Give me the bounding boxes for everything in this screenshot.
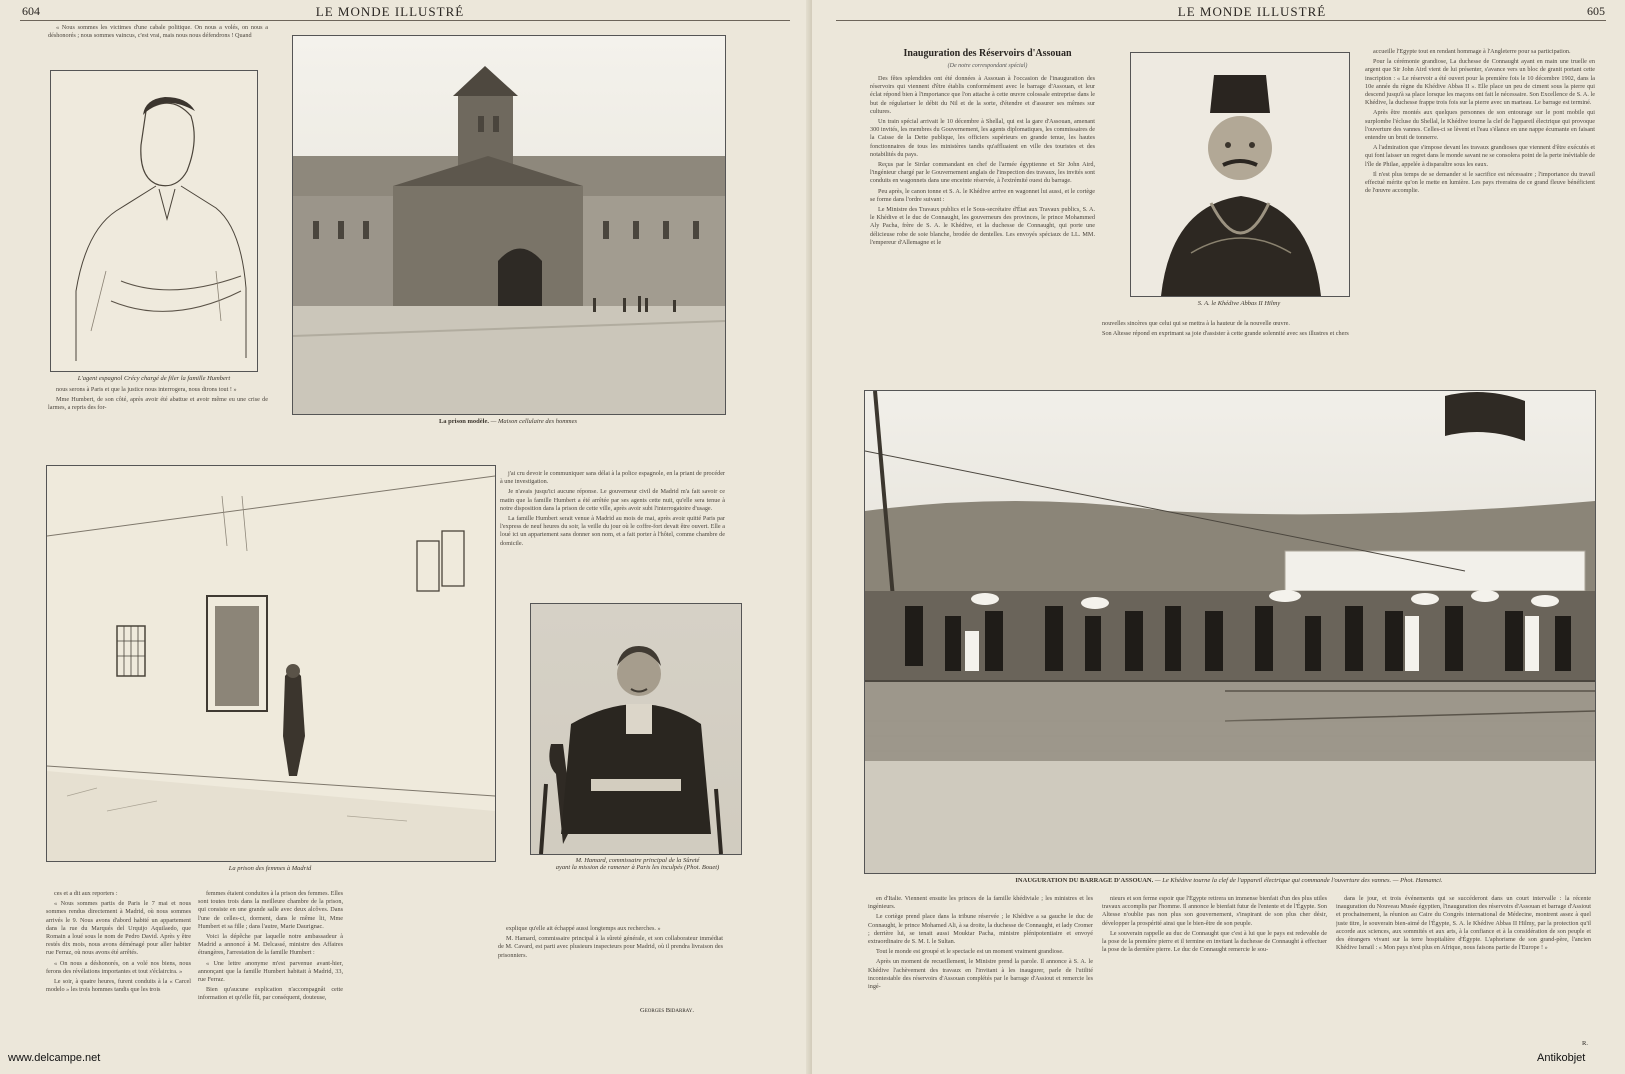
header-rule-left: [20, 20, 790, 21]
paragraph: Le Ministre des Travaux publics et le Sous-secrétaire d'État aux Travaux publics, S. A. le Khédive et le duc de Connaught, les gouverneurs des provinces, le prince Mohammed Aly Pacha, frère de S. A. le Khédive, et la duchesse de Connaught, qui porte une délicieuse robe de soie blanche, brodée de dentelles. Les envoyés spéciaux de LL. MM. l'empereur d'Allemagne et le: [870, 206, 1095, 246]
watermark-right: Antikobjet: [1537, 1052, 1586, 1064]
caption-agent: L'agent espagnol Crécy chargé de filer la famille Humbert: [77, 375, 231, 382]
paragraph: Le souverain rappelle au duc de Connaught que c'est à lui que le pays est redevable de la pose de la première pierre et il termine en invitant la duchesse de Connaught à effectuer la pose de la dernière pierre. Le duc de Connaught remercie le sou-: [1102, 929, 1327, 954]
paragraph: Un train spécial arrivait le 10 décembre à Shellal, qui est la gare d'Assouan, amenant 300 invités, les membres du Gouvernement, les agents diplomatiques, les commissaires de la Caisse de la Dette publique, les officiers supérieurs en grande tenue, les hautes fonctionnaires de tous les ministères tandis qu'affluaient en ville des touristes et des notabilités du pays.: [870, 118, 1095, 158]
article-column-r-a: Des fêtes splendides ont été données à Assouan à l'occasion de l'inauguration des réservoirs qui viennent d'être établis conformément avec le barrage d'Assouan, et leur éclat répond bien à l'importance que l'on attache à cette œuvre colossale entreprise dans le but de régulariser le débit du Nil et de la sorte, d'étendre et d'assurer ses mêmes sur cultures. Un train spécial arrivait le 10 décembre à Shellal, qui est la gare d'Assouan, amenant 300 invités, les membres du Gouvernement, les agents diplomatiques, les commissaires de la Caisse de la Dette publique, les officiers supérieurs en grande tenue, les hautes fonctionnaires de tous les ministères tandis qu'affluaient en ville des touristes et des notabilités du pays. Reçus par le Sirdar commandant en chef de l'armée égyptienne et Sir John Aird, l'ingénieur chargé par le Gouvernement anglais de l'inspection des travaux, les invités sont conduits en wagonnets dans une enceinte réservée, à l'extrémité ouest du barrage. Peu après, le canon tonne et S. A. le Khédive arrive en wagonnet lui aussi, et le cortège se forme dans l'ordre suivant : Le Ministre des Travaux publics et le Sous-secrétaire d'État aux Travaux publics, S. A. le Khédive et le duc de Connaught, les gouverneurs des provinces, le prince Mohammed Aly Pacha, frère de S. A. le Khédive, et la duchesse de Connaught, qui porte une délicieuse robe de soie blanche, brodée de dentelles. Les envoyés spéciaux de LL. MM. l'empereur d'Allemagne et le: [870, 75, 1095, 246]
right-page: [812, 0, 1625, 1074]
left-page-header: LE MONDE ILLUSTRÉ: [315, 4, 465, 19]
article-column-r-f: dans le jour, et trois événements qui se succéderont dans un court intervalle : la récente inauguration du Nouveau Musée égyptien, l'inauguration des réservoirs d'Assouan et barrage d'Assiout et prochainement, la réunion au Caire du Congrès international de Médecine, montrent assez à quel juste titre, le souverain bien-aimé de l'Égypte, S. A. le Khédive Abbas II Hilmy, par la protection qu'il accorde aux sciences, aux sommités et aux arts, à la confiance et à la considération de son peuple et des étrangers vivant sur la terre hospitalière d'Égypte. L'aphorisme de son grand-père, l'ancien Khédive Ismaïl : « Mon pays n'est plus en Afrique, nous faisons partie de l'Europe ! »: [1336, 895, 1591, 952]
paragraph: A l'admiration que s'impose devant les travaux grandioses que viennent d'être exécutés et qui font laisser un regret dans le monde savant ne se consolera point de la perte inévitable de l'île de Philae, appelée à disparaître sous les eaux.: [1365, 144, 1595, 168]
paragraph: Voici la dépêche par laquelle notre ambassadeur à Madrid a annoncé à M. Delcassé, ministre des Affaires étrangères, l'arrestation de la famille Humbert :: [198, 933, 343, 957]
paragraph: Après un moment de recueillement, le Ministre prend la parole. Il annonce à S. A. le Khédive l'achèvement des travaux en l'invitant à les inaugurer, parle de l'utilité incontestable des réservoirs d'Assouan complétés par le barrage d'Assiout et remercie les ingé-: [868, 958, 1093, 991]
women-prison-sketch: [46, 465, 496, 862]
paragraph: « On nous a déshonorés, on a volé nos biens, nous ferons des révélations importantes et tout s'éclaircira. »: [46, 959, 191, 975]
page-number-left: 604: [22, 4, 40, 18]
caption-khedive: S. A. le Khédive Abbas II Hilmy: [1197, 300, 1281, 307]
hamard-portrait-photo: [530, 603, 742, 855]
paragraph: Peu après, le canon tonne et S. A. le Khédive arrive en wagonnet lui aussi, et le cortège se forme dans l'ordre suivant :: [870, 187, 1095, 203]
paragraph: Mme Humbert, de son côté, après avoir été abattue et avoir même eu une crise de larmes, a repris des for-: [48, 396, 268, 412]
article-column-a: nous serons à Paris et que la justice nous interrogera, nous dirons tout ! » Mme Humbert, de son côté, après avoir été abattue et avoir même eu une crise de larmes, a repris des for-: [48, 386, 268, 412]
paragraph: M. Hamard, commissaire principal à la sûreté générale, et son collaborateur immédiat de M. Cavard, est parti avec plusieurs inspecteurs pour Madrid, où il prendra livraison des prisonniers.: [498, 935, 723, 959]
khedive-portrait-photo: [1130, 52, 1350, 297]
paragraph: Après être montés aux quelques personnes de son entourage sur le pont mobile qui surplombe l'écluse du Shellal, le Khédive tourne la clef de l'appareil électrique qui provoque l'ouverture des vannes. Celles-ci se lèvent et l'eau s'élance en une nappe écumante en faisant entendre un bruit de tonnerre.: [1365, 109, 1595, 142]
signature-right: R.: [1582, 1040, 1588, 1047]
intro-text: « Nous sommes les victimes d'une cabale politique. On nous a volés, on nous a déshonorés ; nous sommes vaincus, c'est vrai, mais nous nous défendrons ! Quand: [48, 24, 268, 40]
caption-women-prison: La prison des femmes à Madrid: [228, 865, 312, 872]
paragraph: Bien qu'aucune explication n'accompagnât cette information et qu'elle fût, par conséquent, douteuse,: [198, 986, 343, 1002]
article-column-r-e: nieurs et son ferme espoir que l'Égypte retirera un immense bienfait d'un des plus utiles travaux accomplis par l'homme. Il annonce le bienfait futur de l'entente et de l'Égypte. Son Altesse n'oublie pas non plus son gouvernement, s'inspirant de son plus cher désir, développer la prospérité ainsi que le bien-être de son peuple. Le souverain rappelle au duc de Connaught que c'est à lui que le pays est redevable de la pose de la première pierre et il termine en invitant la duchesse de Connaught à effectuer la pose de la dernière pierre. Le duc de Connaught remercie le sou-: [1102, 895, 1327, 954]
article-column-r-c: nouvelles sincères que celui qui se mettra à la hauteur de la nouvelle œuvre. Son Altesse répond en exprimant sa joie d'assister à cette grande solennité avec ses illustres et chers: [1094, 320, 1359, 390]
paragraph: La famille Humbert serait venue à Madrid au mois de mai, après avoir quitté Paris par l'express de neuf heures du soir, la veille du jour où le coffre-fort devait être ouvert. Elle a loué ici un appartement sans donner son nom, et a fait porter à l'hôtel, comme chambre de domicile.: [500, 515, 725, 547]
paragraph: Pour la cérémonie grandiose, La duchesse de Connaught ayant en main une truelle en argent que Sir John Aird vient de lui présenter, s'avance vers un bloc de granit portant cette inscription : « Le réservoir a été ouvert pour la première fois le 10 décembre 1902, dans la 10e année du règne du Khédive Abbas II ». Elle place un peu de ciment sous la pierre qui descend jusqu'à sa place lorsque les maçons ont fait le nécessaire. Son Excellence de S. A. le Khédive, la duchesse frappe trois fois sur la pierre avec un marteau. Le barrage est terminé.: [1365, 58, 1595, 107]
paragraph: Il n'est plus temps de se demander si le sacrifice est nécessaire ; l'importance du travail effectué mérite qu'on le mette en lumière. Les pays riverains de ce grand fleuve bénéficient de l'œuvre accomplie.: [1365, 170, 1595, 195]
paragraph: Le soir, à quatre heures, furent conduits à la « Carcel modelo » les trois hommes tandis que les trois: [46, 978, 191, 994]
paragraph: « Une lettre anonyme m'est parvenue avant-hier, annonçant que la famille Humbert habitait à Madrid, 33, rue Ferraz.: [198, 959, 343, 984]
page-number-right: 605: [1587, 4, 1605, 18]
left-page: [0, 0, 812, 1074]
article-column-d: femmes étaient conduites à la prison des femmes. Elles sont toutes trois dans la meilleure chambre de la prison, qui consiste en une grande salle avec deux alcôves. Dans l'une de celles-ci, dorment, dans le même lit, Mme Humbert et sa fille ; dans l'autre, Marie Daurignac. Voici la dépêche par laquelle notre ambassadeur à Madrid a annoncé à M. Delcassé, ministre des Affaires étrangères, l'arrestation de la famille Humbert : « Une lettre anonyme m'est parvenue avant-hier, annonçant que la famille Humbert habitait à Madrid, 33, rue Ferraz. Bien qu'aucune explication n'accompagnât cette information et qu'elle fût, par conséquent, douteuse,: [198, 890, 343, 1002]
article-column-r-d: en d'Italie. Viennent ensuite les princes de la famille khédiviale ; les ministres et les ingénieurs. Le cortège prend place dans la tribune réservée ; le Khédive a sa gauche le duc de Connaught, le prince Mohamed Ali, à sa droite, la duchesse de Connaught, et lady Cromer ; derrière lui, se tenait aussi Mouktar Pacha, ministre plénipotentiaire et envoyé extraordinaire de S. M. I. le Sultan. Tout le monde est groupé et le spectacle est un moment vraiment grandiose. Après un moment de recueillement, le Ministre prend la parole. Il annonce à S. A. le Khédive l'achèvement des travaux en l'invitant à les inaugurer, parle de l'utilité incontestable des réservoirs d'Assouan complétés par le barrage d'Assiout et remercie les ingé-: [868, 895, 1093, 991]
article-column-c: ces et a dit aux reporters : « Nous sommes partis de Paris le 7 mai et nous sommes rendus directement à Madrid, où nous sommes arrivés le 9. Nous avons d'abord habité un appartement dans la rue du Marqués del Urquijo Aquilaedo, que Romain a loué sous le nom de Pedro David. Après y être restés dix mois, nous avons déménagé pour aller habiter rue Ferraz, où nous avons été arrêtés. « On nous a déshonorés, on a volé nos biens, nous ferons des révélations importantes et tout s'éclaircira. » Le soir, à quatre heures, furent conduits à la « Carcel modelo » les trois hommes tandis que les trois: [46, 890, 191, 994]
agent-sketch-illustration: [50, 70, 258, 372]
paragraph: Reçus par le Sirdar commandant en chef de l'armée égyptienne et Sir John Aird, l'ingénieur chargé par le Gouvernement anglais de l'inspection des travaux, les invités sont conduits en wagonnets dans une enceinte réservée, à l'extrémité ouest du barrage.: [870, 161, 1095, 185]
article-column-e: explique qu'elle ait échappé aussi longtemps aux recherches. » M. Hamard, commissaire principal à la sûreté générale, et son collaborateur immédiat de M. Cavard, est parti avec plusieurs inspecteurs pour Madrid, où il prendra livraison des prisonniers.: [498, 925, 723, 959]
caption-barrage: INAUGURATION DU BARRAGE D'ASSOUAN. — Le Khédive tourne la clef de l'appareil électrique qui commande l'ouverture des vannes. — Phot. Hamamci.: [1015, 877, 1443, 884]
prison-model-photo: [292, 35, 726, 415]
barrage-inauguration-photo: [864, 390, 1596, 874]
paragraph: Je n'avais jusqu'ici aucune réponse. Le gouverneur civil de Madrid m'a fait savoir ce matin que la famille Humbert a été arrêtée par ses agents cette nuit, qu'elle sera tenue à notre disposition dans la prison de cette ville, après avoir subi l'interrogatoire d'usage.: [500, 488, 725, 512]
article-title: Inauguration des Réservoirs d'Assouan: [903, 48, 1072, 59]
paragraph: Tout le monde est groupé et le spectacle est un moment vraiment grandiose.: [876, 948, 1064, 956]
article-column-r-b: accueille l'Egypte tout en rendant hommage à l'Angleterre pour sa participation. Pour la cérémonie grandiose, La duchesse de Connaught ayant en main une truelle en argent que Sir John Aird vient de lui présenter, s'avance vers un bloc de granit portant cette inscription : « Le réservoir a été ouvert pour la première fois le 10 décembre 1902, dans la 10e année du règne du Khédive Abbas II ». Elle place un peu de ciment sous la pierre qui descend jusqu'à sa place lorsque les maçons ont fait le nécessaire. Son Excellence de S. A. le Khédive, la duchesse frappe trois fois sur la pierre avec un marteau. Le barrage est terminé. Après être montés aux quelques personnes de son entourage sur le pont mobile qui surplombe l'écluse du Shellal, le Khédive tourne la clef de l'appareil électrique qui provoque l'ouverture des vannes. Celles-ci se lèvent et l'eau s'élance en une nappe écumante en faisant entendre un bruit de tonnerre. A l'admiration que s'impose devant les travaux grandioses que viennent d'être exécutés et qui font laisser un regret dans le monde savant ne se consolera point de la perte inévitable de l'île de Philae, appelée à disparaître sous les eaux. Il n'est plus temps de se demander si le sacrifice est nécessaire ; l'importance du travail effectué mérite qu'on le mette en lumière. Les pays riverains de ce grand fleuve bénéficient de l'œuvre accomplie.: [1365, 48, 1595, 195]
watermark-left: www.delcampe.net: [8, 1052, 101, 1064]
paragraph: Son Altesse répond en exprimant sa joie d'assister à cette grande solennité avec ses illustres et chers: [1102, 330, 1349, 338]
paragraph: Le cortège prend place dans la tribune réservée ; le Khédive a sa gauche le duc de Connaught, le prince Mohamed Ali, à sa droite, la duchesse de Connaught, et lady Cromer ; derrière lui, se tenait aussi Mouktar Pacha, ministre plénipotentiaire et envoyé extraordinaire de S. M. I. le Sultan.: [868, 913, 1093, 946]
header-rule-right: [836, 20, 1606, 21]
article-column-b: j'ai cru devoir le communiquer sans délai à la police espagnole, en la priant de procéder à une investigation. Je n'avais jusqu'ici aucune réponse. Le gouverneur civil de Madrid m'a fait savoir ce matin que la famille Humbert a été arrêtée par ses agents cette nuit, qu'elle sera tenue à notre disposition dans la prison de cette ville, après avoir subi l'interrogatoire d'usage. La famille Humbert serait venue à Madrid au mois de mai, après avoir quitté Paris par l'express de neuf heures du soir, la veille du jour où le coffre-fort devait être ouvert. Elle a loué ici un appartement sans donner son nom, et a fait porter à l'hôtel, comme chambre de domicile.: [500, 470, 725, 547]
paragraph: « Nous sommes partis de Paris le 7 mai et nous sommes rendus directement à Madrid, où nous sommes arrivés le 9. Nous avons d'abord habité un appartement dans la rue du Marqués del Urquijo Aquilaedo, que Romain a loué sous le nom de Pedro David. Après y être restés dix mois, nous avons déménagé pour aller habiter rue Ferraz, où nous avons été arrêtés.: [46, 900, 191, 957]
article-subtitle: (De notre correspondant spécial): [947, 63, 1028, 69]
right-page-header: LE MONDE ILLUSTRÉ: [1177, 4, 1327, 19]
caption-prison-model: La prison modèle. — Maison cellulaire des hommes: [438, 418, 578, 425]
caption-hamard: M. Hamard, commissaire principal de la Sûreté ayant la mission de ramener à Paris les inculpés (Phot. Bouet): [555, 857, 720, 871]
signature-left: Georges Bidarray.: [640, 1007, 695, 1014]
